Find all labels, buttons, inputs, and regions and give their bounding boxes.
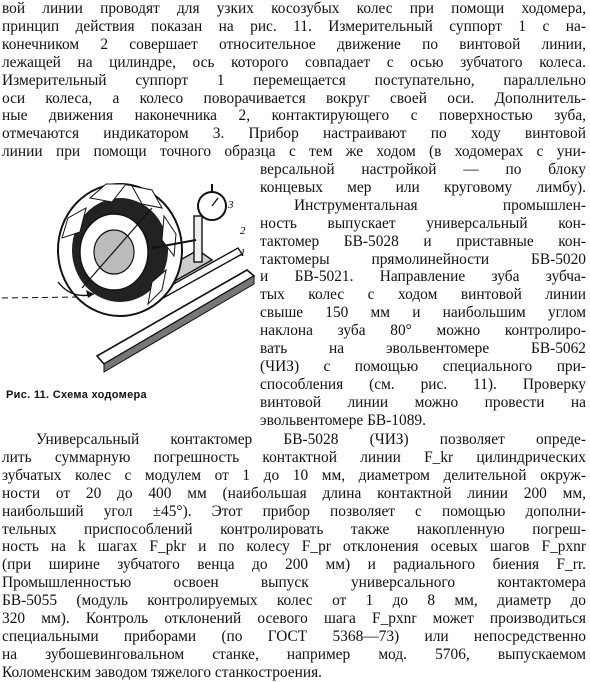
text-line: специальными приборами (по ГОСТ 5368—73) или непосредственно	[2, 627, 586, 645]
text-line: версальной настройкой — по блоку	[260, 161, 586, 178]
text-line: эвольвентомере БВ-1089.	[260, 411, 426, 429]
text-line: отмечаются индикатором 3. Прибор настраивают по ходу винтовой	[2, 125, 586, 143]
text-line: ность выпускает универсальный кон-	[260, 214, 586, 232]
gear-wheel	[58, 184, 182, 316]
lead-meter-figure	[2, 178, 258, 374]
text-line: ность на k шагах F_pkr и по колесу F_pr отклонения осевых шагов F_pxnr	[2, 538, 586, 556]
text-line: способления (см. рис. 11). Проверку	[260, 375, 586, 393]
text-line: наибольший угол ±45°). Этот прибор позволяет с помощью дополни-	[2, 502, 586, 520]
text-line: (ЧИЗ) с помощью специального при-	[260, 357, 586, 375]
text-line: свыше 150 мм и наибольшим углом	[260, 304, 586, 322]
text-line: Промышленностью освоен выпуск универсального контактомера	[2, 574, 586, 592]
text-line: тельных приспособлений контролировать также накопленную погреш-	[2, 520, 586, 538]
text-line: лежащей на цилиндре, ось которого совпадает с осью зубчатого колеса.	[2, 53, 586, 71]
text-line: Универсальный контактомер БВ-5028 (ЧИЗ) позволяет опреде-	[36, 431, 586, 448]
paragraph-intro	[2, 0, 586, 161]
figure-label-3: 3	[228, 199, 234, 211]
text-line: винтовой линии можно провести на	[260, 393, 586, 411]
text-line: БВ-5055 (модуль контролируемых колес от 1 до 8 мм, диаметр до	[2, 592, 586, 610]
text-line: наклона зуба 80° можно контролиро-	[260, 322, 586, 340]
text-line: 320 мм). Контроль отклонений осевого шага F_pxnr может производиться	[2, 610, 586, 628]
paragraph-contact-meter	[2, 431, 586, 682]
paragraph-wrapped-text	[260, 161, 586, 430]
text-line: конечником 2 совершает относительное движение по винтовой линии,	[2, 35, 586, 53]
text-line: тактомеры прямолинейности БВ-5020	[260, 250, 586, 268]
text-line: ности от 20 до 400 мм (наибольшая длина контактной линии 200 мм,	[2, 484, 586, 502]
text-line: (при ширине зубчатого венца до 200 мм) и радиального биения F_rr.	[2, 556, 586, 574]
figure-label-1: 1	[240, 247, 246, 259]
text-line: тактомер БВ-5028 и приставные кон-	[260, 232, 586, 250]
text-line: линии при помощи точного образца с тем же ходом (в ходомерах с уни-	[2, 143, 586, 161]
text-line: лить суммарную погрешность контактной линии F_kr цилиндрических	[2, 448, 586, 466]
figure-label-2: 2	[240, 225, 246, 237]
text-line: на зубошевинговальном станке, например мод. 5706, выпускаемом	[2, 645, 586, 663]
text-line: вать на эвольвентомере БВ-5062	[260, 340, 586, 358]
text-line: Инструментальная промышлен-	[294, 196, 586, 214]
text-line: концевых мер или круговому лимбу).	[260, 178, 586, 196]
text-line: зубчатых колес с модулем от 1 до 10 мм, диаметром делительной окруж-	[2, 466, 586, 484]
text-line: Коломенским заводом тяжелого станкостроения.	[2, 663, 323, 681]
text-line: Измерительный суппорт 1 перемещается поступательно, параллельно	[2, 71, 586, 89]
text-line: тых колес с ходом винтовой линии	[260, 286, 586, 304]
text-line: и БВ-5021. Направление зуба зубча-	[260, 268, 586, 286]
text-line: оси колеса, а колесо поворачивается вокруг своей оси. Дополнитель-	[2, 89, 586, 107]
text-line: принцип действия показан на рис. 11. Измерительный суппорт 1 с на-	[2, 17, 586, 35]
text-line: вой линии проводят для узких косозубых колес при помощи ходомера,	[2, 0, 586, 17]
figure-caption: Рис. 11. Схема ходомера	[6, 389, 147, 401]
text-line: ные движения наконечника 2, контактирующего с поверхностью зуба,	[2, 107, 586, 125]
